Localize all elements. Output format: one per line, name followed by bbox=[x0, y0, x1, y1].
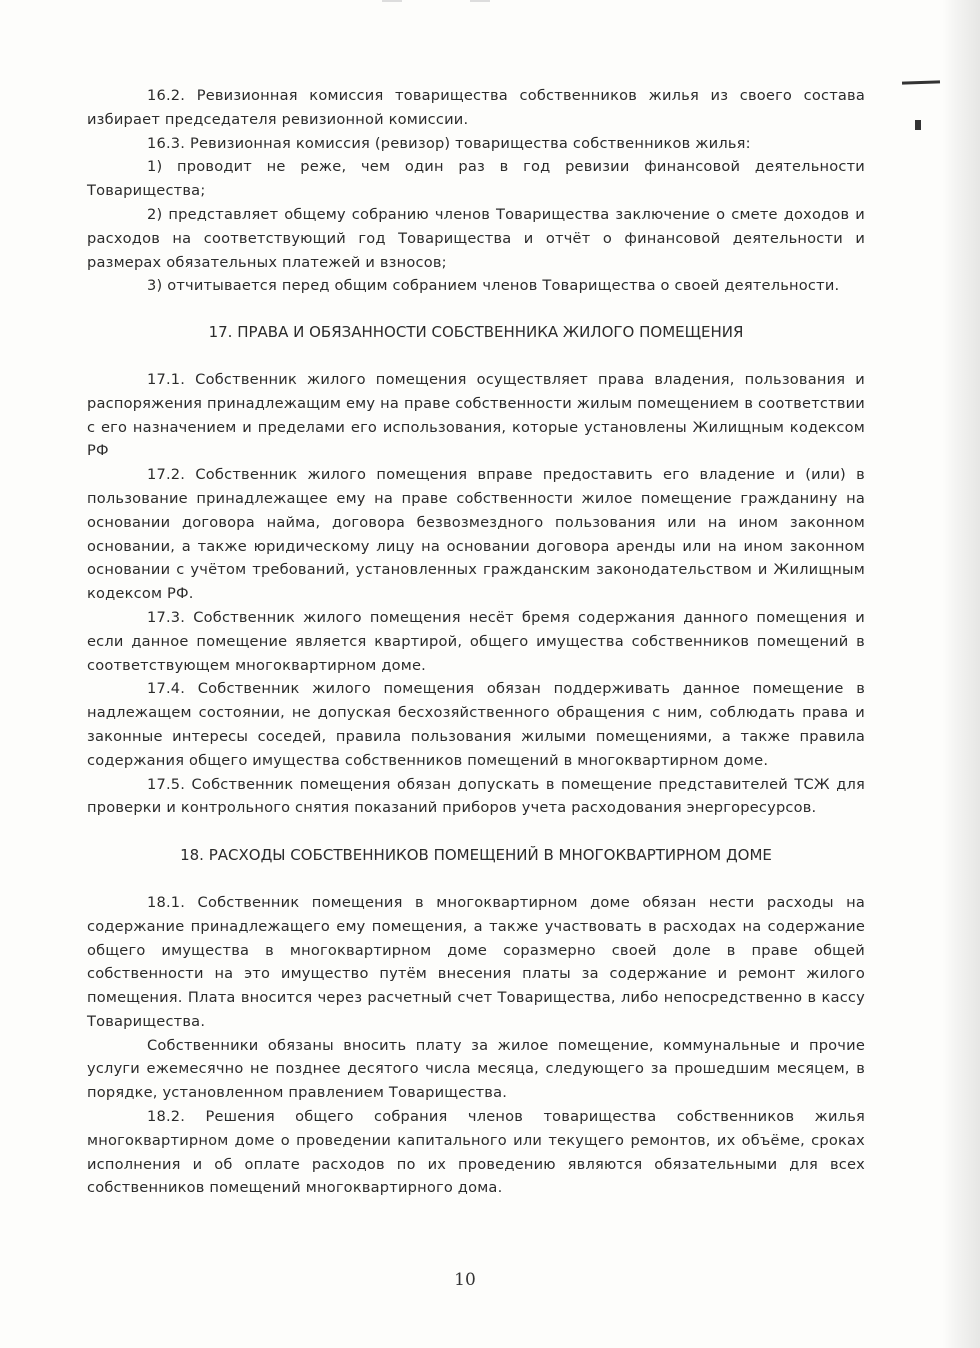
document-body bbox=[87, 84, 865, 1200]
scan-edge-mark bbox=[902, 80, 940, 84]
paragraph-17-2: 17.2. Собственник жилого помещения вправе предоставить его владение и (или) в пользование принадлежащее ему на праве собственности жилое помещение гражданину на основании договора найма, договора безвозмездного пользования или на ином законном основании, а также юридическому лицу на основании договора аренды или на ином законном основании с учётом требований, установленных гражданским законодательством и Жилищным кодексом РФ. bbox=[87, 466, 865, 603]
paragraph-16-2: 16.2. Ревизионная комиссия товарищества собственников жилья из своего состава избирает председателя ревизионной комиссии. bbox=[87, 87, 865, 128]
paragraph-17-3: 17.3. Собственник жилого помещения несёт бремя содержания данного помещения и если данное помещение является квартирой, общего имущества собственников помещений в соответствующем многоквартирном доме. bbox=[87, 608, 865, 674]
scan-edge-shadow bbox=[942, 0, 980, 1348]
scan-edge-mark bbox=[915, 120, 921, 130]
scan-dot bbox=[470, 0, 490, 2]
paragraph-16-3: 16.3. Ревизионная комиссия (ревизор) товарищества собственников жилья: bbox=[147, 134, 751, 152]
paragraph-18-2: 18.2. Решения общего собрания членов товарищества собственников жилья многоквартирном доме о проведении капитального или текущего ремонтов, их объёме, сроках исполнения и об оплате расходов по их проведению являются обязательными для всех собственников помещений многоквартирного дома. bbox=[87, 1108, 865, 1197]
section-17-heading: 17. ПРАВА И ОБЯЗАННОСТИ СОБСТВЕННИКА ЖИЛОГО ПОМЕЩЕНИЯ bbox=[208, 323, 744, 342]
section-18-heading: 18. РАСХОДЫ СОБСТВЕННИКОВ ПОМЕЩЕНИЙ В МНОГОКВАРТИРНОМ ДОМЕ bbox=[180, 846, 772, 865]
scan-dot bbox=[382, 0, 402, 2]
paragraph-18-1-payment: Собственники обязаны вносить плату за жилое помещение, коммунальные и прочие услуги ежемесячно не позднее десятого числа месяца, следующего за прошедшим месяцем, в порядке, установленном правлением Товарищества. bbox=[87, 1036, 865, 1102]
paragraph-17-4: 17.4. Собственник жилого помещения обязан поддерживать данное помещение в надлежащем состоянии, не допуская бесхозяйственного обращения с ним, соблюдать права и законные интересы соседей, правила пользования жилыми помещениями, а также правила содержания общего имущества собственников помещений в многоквартирном доме. bbox=[87, 680, 865, 769]
paragraph-17-5: 17.5. Собственник помещения обязан допускать в помещение представителей ТСЖ для проверки и контрольного снятия показаний приборов учета расходования энергоресурсов. bbox=[87, 775, 865, 817]
paragraph-18-1: 18.1. Собственник помещения в многоквартирном доме обязан нести расходы на содержание принадлежащего ему помещения, а также участвовать в расходах на содержание общего имущества в многоквартирном доме соразмерно своей доле в праве общей собственности на это имущество путём внесения платы за содержание и ремонт жилого помещения. Плата вносится через расчетный счет Товарищества, либо непосредственно в кассу Товарищества. bbox=[87, 893, 865, 1030]
page-number: 10 bbox=[454, 1270, 476, 1290]
paragraph-16-3-item-3: 3) отчитывается перед общим собранием членов Товарищества о своей деятельности. bbox=[147, 277, 840, 295]
paragraph-16-3-item-2: 2) представляет общему собранию членов Товарищества заключение о смете доходов и расходов на соответствующий год Товарищества и отчёт о финансовой деятельности и размерах обязательных платежей и взносов; bbox=[87, 205, 865, 271]
paragraph-16-3-item-1: 1) проводит не реже, чем один раз в год ревизии финансовой деятельности Товарищества; bbox=[87, 158, 865, 200]
paragraph-17-1: 17.1. Собственник жилого помещения осуществляет права владения, пользования и распоряжения принадлежащим ему на праве собственности жилым помещением в соответствии с его назначением и пределами его использования, которые установлены Жилищным кодексом РФ bbox=[87, 370, 865, 460]
